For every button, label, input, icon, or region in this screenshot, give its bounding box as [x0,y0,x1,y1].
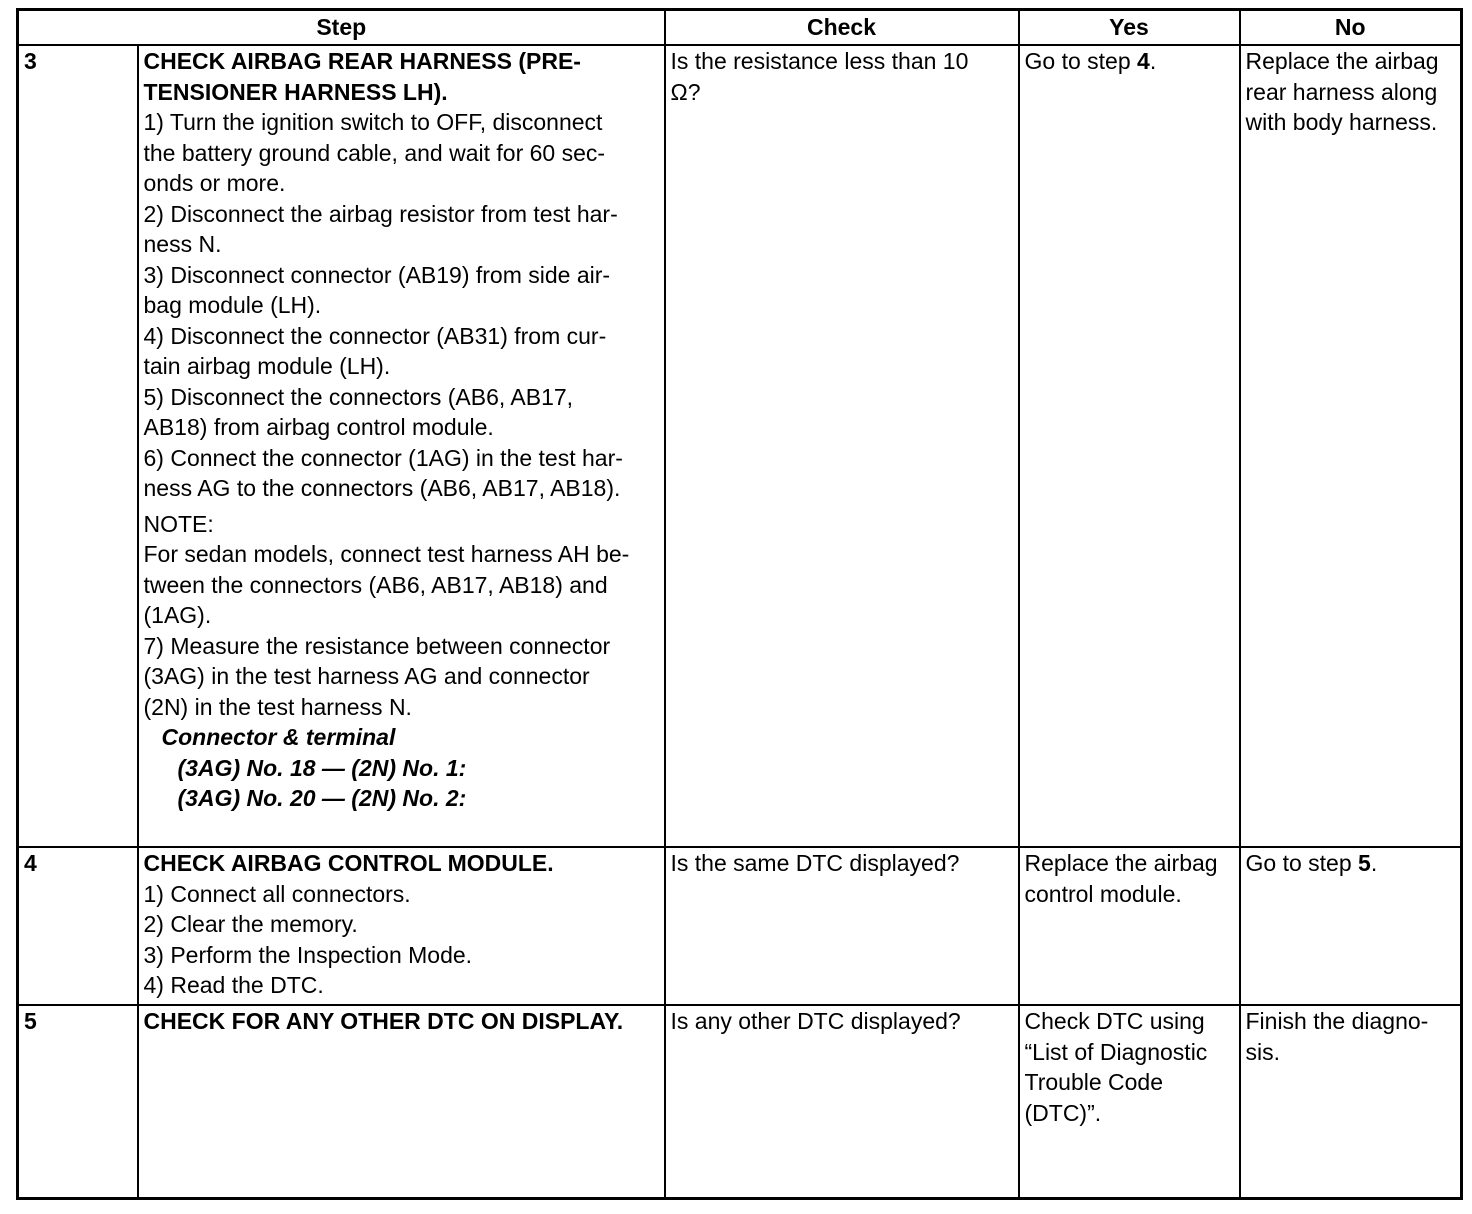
no-cell [1240,1005,1462,1199]
instruction-line: ness AG to the connectors (AB6, AB17, AB18). [143,475,621,501]
connector-terminal-line: (3AG) No. 20 — (2N) No. 2: [177,785,467,811]
table-row-step-4 [18,847,1462,1005]
step-title: CHECK AIRBAG CONTROL MODULE. [143,850,554,876]
step-title: TENSIONER HARNESS LH). [143,78,448,105]
instruction-line: (2N) in the test harness N. [143,693,412,720]
instruction-line: the battery ground cable, and wait for 60 sec- [143,139,606,166]
connector-terminal-line: (3AG) No. 18 — (2N) No. 1: [177,754,467,781]
instruction-line: ness N. [143,231,222,257]
note-label: NOTE: [143,510,214,537]
check-cell [665,847,1019,1005]
instruction-line: tain airbag module (LH). [143,353,391,379]
check-text: Ω? [670,78,701,105]
instruction-line: onds or more. [143,170,286,196]
yes-text-suffix: . [1149,48,1157,74]
connector-terminal-heading: Connector & terminal [161,724,396,750]
instruction-line: 4) Read the DTC. [143,972,324,998]
check-text: Is the same DTC displayed? [670,850,960,876]
no-cell [1240,45,1462,847]
step-title: CHECK FOR ANY OTHER DTC ON DISPLAY. [143,1008,624,1034]
step-description [138,847,665,1005]
yes-cell [1019,1005,1240,1199]
step-number: 3 [18,45,138,847]
instruction-line: 1) Turn the ignition switch to OFF, disconnect [143,109,603,135]
diagnostic-table [16,8,1463,1200]
step-description [138,45,665,847]
yes-text: Go to step [1024,48,1138,74]
no-text-suffix: . [1370,850,1378,876]
no-text: Replace the airbag [1245,48,1439,74]
yes-cell [1019,847,1240,1005]
yes-text: (DTC)”. [1024,1099,1102,1126]
instruction-line: 2) Clear the memory. [143,911,358,937]
no-text: Finish the diagno- [1245,1008,1429,1034]
check-cell [665,45,1019,847]
instruction-line: 1) Connect all connectors. [143,880,411,907]
step-number: 4 [18,847,138,1005]
yes-text: Trouble Code [1024,1069,1164,1095]
yes-text: “List of Diagnostic [1024,1038,1208,1065]
instruction-line: 4) Disconnect the connector (AB31) from cur- [143,322,607,349]
table-row-step-5 [18,1005,1462,1199]
check-cell [665,1005,1019,1199]
table-row-step-3 [18,45,1462,847]
instruction-line: 7) Measure the resistance between connector [143,632,611,659]
header-check: Check [665,10,1019,46]
instruction-line: 3) Disconnect connector (AB19) from side air- [143,261,611,288]
check-text: Is the resistance less than 10 [670,48,969,74]
step-title: CHECK AIRBAG REAR HARNESS (PRE- [143,48,581,74]
no-text: rear harness along [1245,78,1438,105]
instruction-line: bag module (LH). [143,292,322,318]
yes-cell [1019,45,1240,847]
header-no: No [1240,10,1462,46]
header-row [18,10,1462,46]
instruction-line: 2) Disconnect the airbag resistor from test har- [143,200,618,227]
step-reference: 5 [1358,850,1371,876]
step-description [138,1005,665,1199]
no-text: sis. [1245,1038,1280,1065]
check-text: Is any other DTC displayed? [670,1008,961,1034]
yes-text: Replace the airbag [1024,850,1218,876]
note-line: tween the connectors (AB6, AB17, AB18) and [143,571,608,598]
step-number: 5 [18,1005,138,1199]
instruction-line: 6) Connect the connector (1AG) in the test har- [143,444,623,471]
yes-text: control module. [1024,880,1182,907]
step-reference: 4 [1137,48,1150,74]
note-line: For sedan models, connect test harness AH be- [143,541,630,567]
instruction-line: (3AG) in the test harness AG and connector [143,663,590,689]
instruction-line: 3) Perform the Inspection Mode. [143,941,473,968]
header-step: Step [18,10,665,46]
no-cell [1240,847,1462,1005]
header-yes: Yes [1019,10,1240,46]
no-text: with body harness. [1245,109,1438,135]
yes-text: Check DTC using [1024,1008,1205,1034]
note-line: (1AG). [143,602,212,628]
instruction-line: 5) Disconnect the connectors (AB6, AB17, [143,383,574,410]
instruction-line: AB18) from airbag control module. [143,414,494,440]
no-text: Go to step [1245,850,1359,876]
